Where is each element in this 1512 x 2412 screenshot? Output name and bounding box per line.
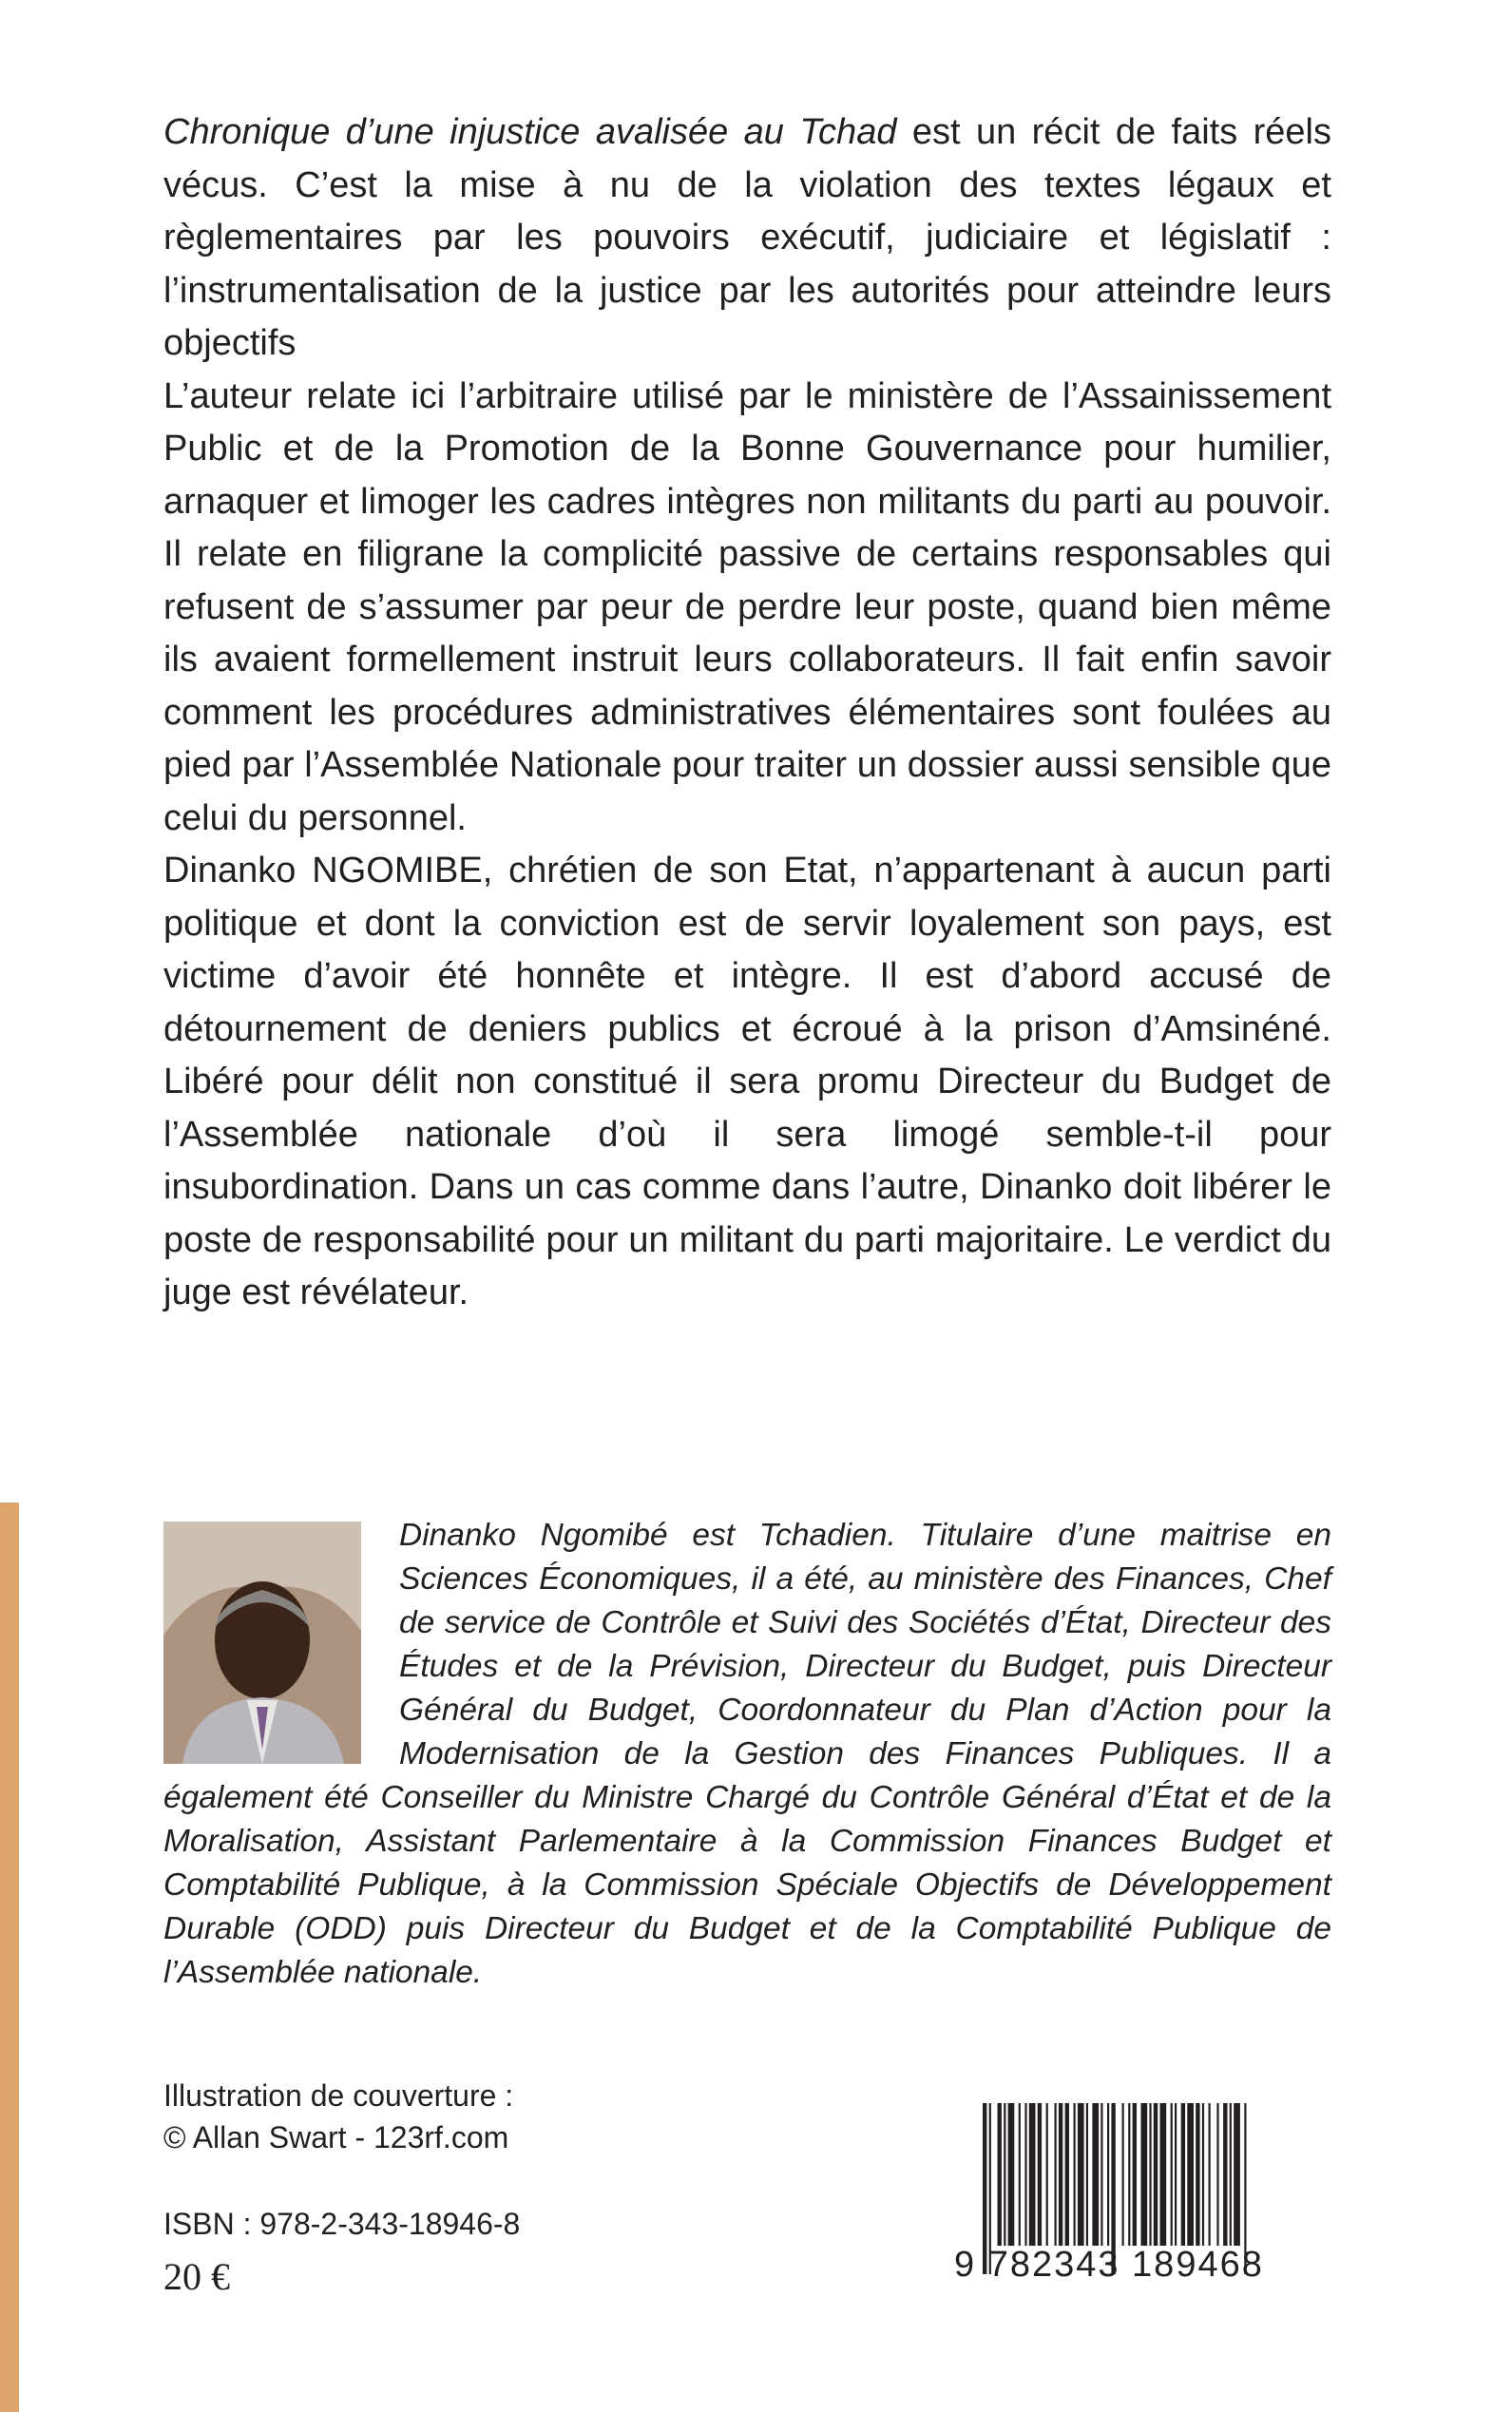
author-name: Dinanko Ngomibé	[399, 1518, 668, 1553]
synopsis-paragraph-3: Dinanko NGOMIBE, chrétien de son Etat, n’appartenant à aucun parti politique et dont la conviction est de servir loyalement son pays, est victime d’avoir été honnête et intègre. Il est d’abord accusé de détournement de deniers publics et écroué à la prison d’Amsinéné. Libéré pour délit non constitué il sera promu Directeur du Budget de l’Assemblée nationale d’où il sera limogé semble-t-il pour insubordination. Dans un cas comme dans l’autre, Dinanko doit libérer le poste de responsabilité pour un militant du parti majoritaire. Le verdict du juge est révélateur.	[163, 851, 1331, 1312]
spine-color-band	[0, 1503, 19, 2412]
barcode-digits: 9 782343 189468	[954, 2245, 1264, 2285]
barcode-bar	[1171, 2103, 1173, 2246]
barcode-bar	[1086, 2103, 1088, 2246]
barcode-bar	[1187, 2103, 1194, 2246]
barcode-bar	[1122, 2103, 1124, 2246]
barcode-bar	[1154, 2103, 1158, 2246]
barcode-bar	[1024, 2103, 1026, 2246]
barcode-bar	[1181, 2103, 1185, 2246]
barcode-bar	[1038, 2103, 1042, 2246]
barcode-bar	[1046, 2103, 1048, 2246]
barcode-bar	[1133, 2103, 1137, 2246]
author-bio-text: est Tchadien. Titulaire d’une maitrise en Sciences Économiques, il a été, au ministère des Finances, Chef de service de Contrôle et Suivi des Sociétés d’État, Directeur des Études et de la Prévision, Directeur du Budget, puis Directeur Général du Budget, Coordonnateur du Plan d’Action pour la Modernisation de la Gestion des Finances Publiques. Il a également été Conseiller du Ministre Chargé du Contrôle Général d’État et de la Moralisation, Assistant Parlementaire à la Commission Finances Budget et Comptabilité Publique, à la Commission Spéciale Objectifs de Développement Durable (ODD) puis Directeur du Budget et de la Comptabilité Publique de l’Assemblée nationale.	[163, 1518, 1331, 1990]
barcode-bar	[1175, 2103, 1177, 2246]
price-label: 20 €	[163, 2255, 230, 2298]
barcode-bar	[1092, 2103, 1099, 2246]
barcode-bar	[1128, 2103, 1130, 2246]
barcode-bar	[1223, 2103, 1227, 2246]
barcode-bar	[998, 2103, 1002, 2246]
barcode-bar	[1004, 2103, 1005, 2246]
barcode-bar	[1029, 2103, 1036, 2246]
barcode-bar	[1101, 2103, 1102, 2246]
barcode-bar	[1149, 2103, 1151, 2246]
barcode-bar	[1202, 2103, 1204, 2246]
barcode-bar	[1141, 2103, 1148, 2246]
isbn-number: ISBN : 978-2-343-18946-8	[163, 2207, 521, 2241]
barcode-bar	[1160, 2103, 1167, 2246]
barcode-bar	[1234, 2103, 1240, 2246]
barcode-bar	[1216, 2103, 1218, 2246]
synopsis-paragraph-1	[163, 106, 1331, 371]
barcode-bar	[1059, 2103, 1062, 2246]
book-title: Chronique d’une injustice avalisée au Tchad	[163, 112, 897, 152]
cover-credits	[163, 2075, 513, 2158]
barcode-bar	[1065, 2103, 1069, 2246]
barcode-bar	[1196, 2103, 1199, 2246]
barcode-bar	[1008, 2103, 1015, 2246]
back-cover-synopsis	[163, 106, 1331, 1320]
author-biography	[163, 1514, 1331, 1995]
synopsis-paragraph-2: L’auteur relate ici l’arbitraire utilisé par le ministère de l’Assainissement Public et de la Promotion de la Bonne Gouvernance pour humilier, arnaquer et limoger les cadres intègres non militants du parti au pouvoir. Il relate en filigrane la complicité passive de certains responsables qui refusent de s’assumer par peur de perdre leur poste, quand bien même ils avaient formellement instruit leurs collaborateurs. Il fait enfin savoir comment les procédures administratives élémentaires sont foulées au pied par l’Assemblée Nationale pour traiter un dossier aussi sensible que celui du personnel.	[163, 375, 1331, 838]
barcode-bar	[1078, 2103, 1084, 2246]
barcode-bar	[1019, 2103, 1021, 2246]
barcode-bar	[1055, 2103, 1057, 2246]
synopsis-text-1: est un récit de faits réels vécus. C’est la mise à nu de la violation des textes légaux et règlementaires par les pouvoirs exécutif, judiciaire et législatif : l’instrumentalisation de la justice par les autorités pour atteindre leurs objectifs	[163, 112, 1331, 363]
barcode-bar	[1074, 2103, 1076, 2246]
credits-line-2: © Allan Swart - 123rf.com	[163, 2120, 509, 2154]
barcode-bar	[1230, 2103, 1232, 2246]
barcode-bar	[1107, 2103, 1109, 2246]
barcode-bar	[1209, 2103, 1211, 2246]
credits-line-1: Illustration de couverture :	[163, 2078, 514, 2113]
